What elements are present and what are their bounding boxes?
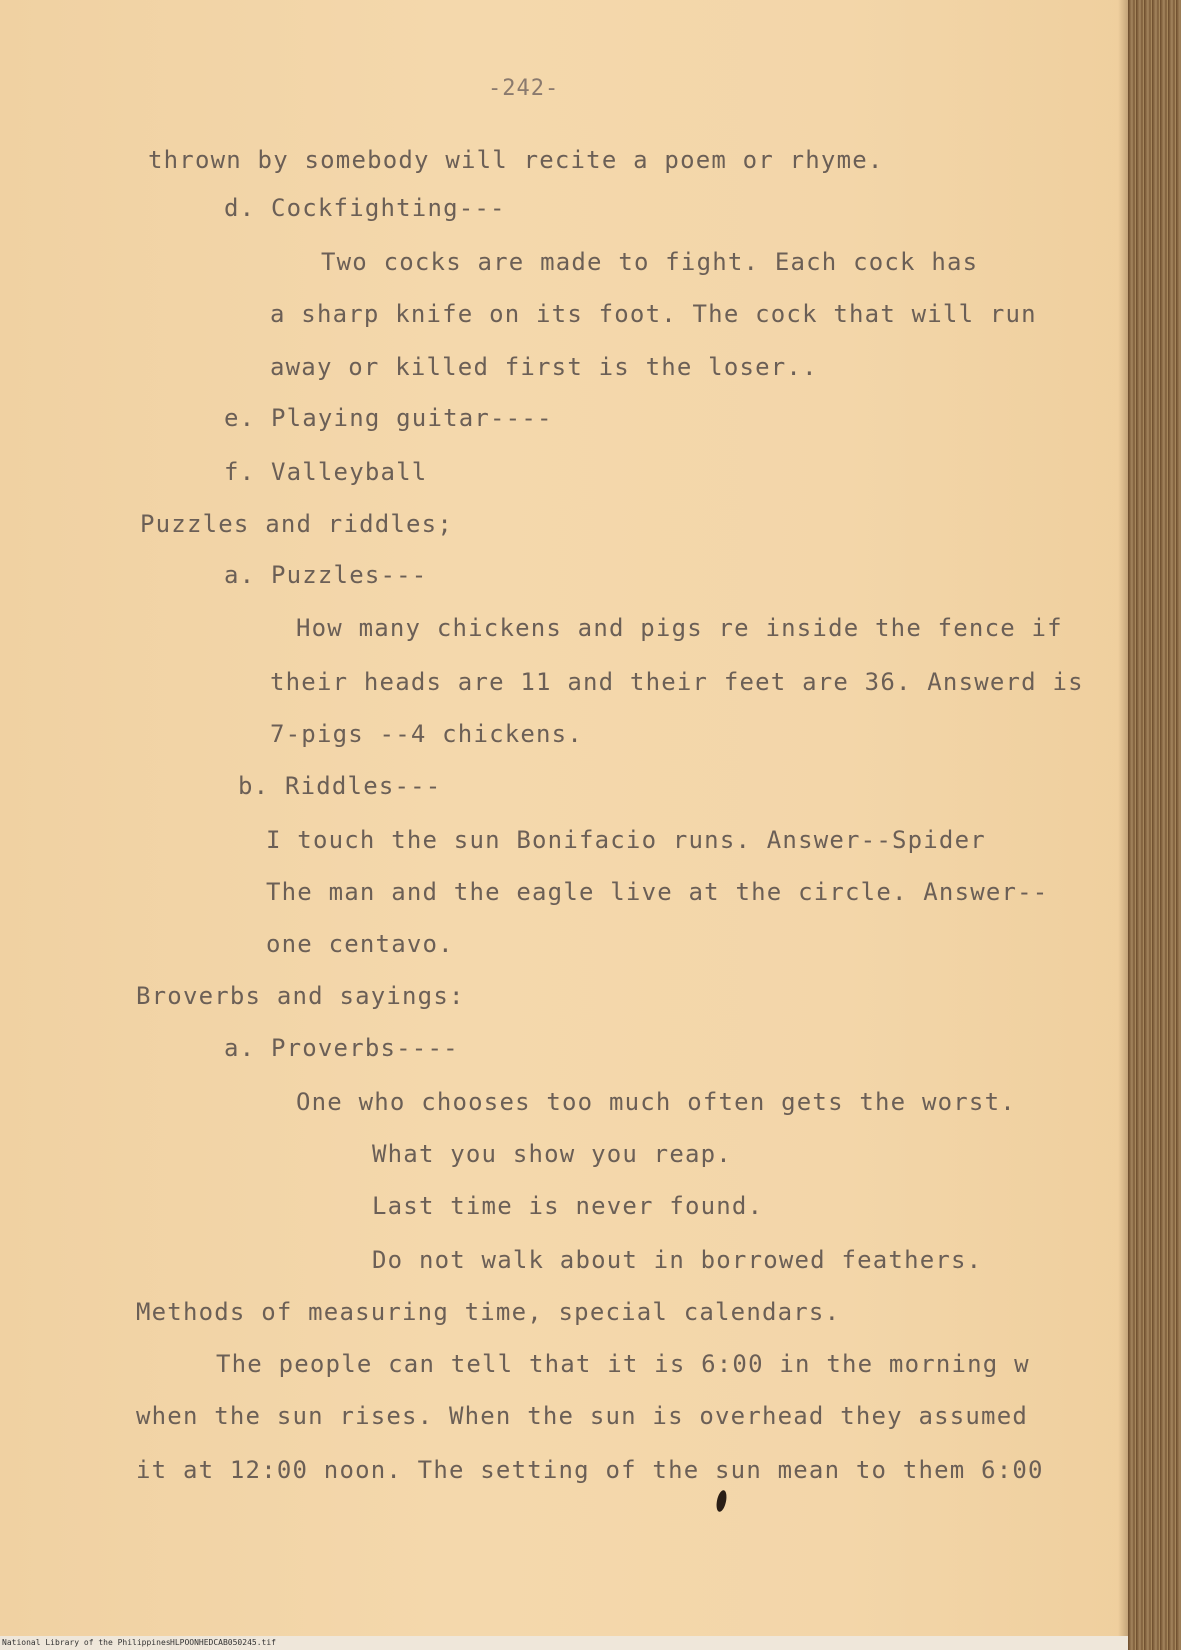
text-line: away or killed first is the loser.. [270, 353, 818, 381]
section-heading: Broverbs and sayings: [136, 982, 465, 1010]
text-line: b. Riddles--- [238, 772, 442, 800]
text-line: Two cocks are made to fight. Each cock has [321, 248, 979, 276]
text-line: The people can tell that it is 6:00 in the morning w [216, 1350, 1030, 1378]
text-line: I touch the sun Bonifacio runs. Answer--Spider [266, 826, 986, 854]
text-line: one centavo. [266, 930, 454, 958]
text-line: it at 12:00 noon. The setting of the sun mean to them 6:00 [136, 1456, 1044, 1484]
text-line: a sharp knife on its foot. The cock that will run [270, 300, 1037, 328]
text-line: e. Playing guitar---- [224, 404, 553, 432]
text-line: What you show you reap. [372, 1140, 732, 1168]
text-line: thrown by somebody will recite a poem or rhyme. [148, 146, 884, 174]
page-number: -242- [488, 76, 560, 101]
section-heading: Puzzles and riddles; [140, 510, 453, 538]
text-line: a. Proverbs---- [224, 1034, 459, 1062]
footer-filename: HLPOONHEDCAB050245.tif [170, 1638, 276, 1647]
text-line: when the sun rises. When the sun is overhead they assumed [136, 1402, 1029, 1430]
text-line: Last time is never found. [372, 1192, 764, 1220]
book-binding [1128, 0, 1181, 1650]
text-line: f. Valleyball [224, 458, 428, 486]
text-line: their heads are 11 and their feet are 36. Answerd is [270, 668, 1084, 696]
text-line: d. Cockfighting--- [224, 194, 506, 222]
footer-library: National Library of the Philippines [2, 1638, 171, 1647]
text-line: One who chooses too much often gets the worst. [296, 1088, 1016, 1116]
text-line: 7-pigs --4 chickens. [270, 720, 583, 748]
text-line: a. Puzzles--- [224, 561, 428, 589]
section-heading: Methods of measuring time, special calendars. [136, 1298, 841, 1326]
text-line: The man and the eagle live at the circle. Answer-- [266, 878, 1049, 906]
text-line: How many chickens and pigs re inside the fence if [296, 614, 1063, 642]
text-line: Do not walk about in borrowed feathers. [372, 1246, 983, 1274]
